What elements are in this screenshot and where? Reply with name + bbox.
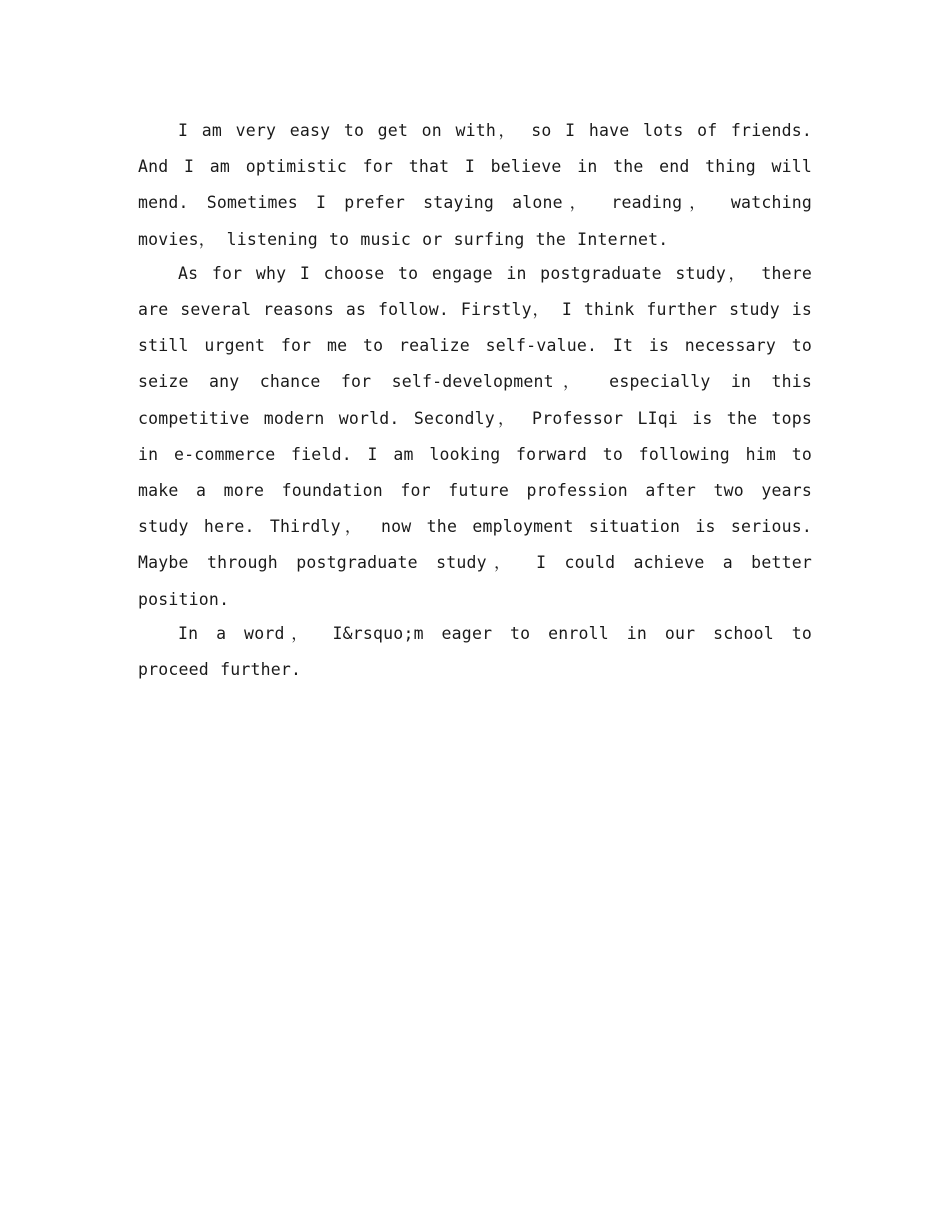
document-body — [138, 113, 812, 688]
paragraph-conclusion: In a word， I&rsquo;m eager to enroll in our school to proceed further. — [138, 623, 812, 680]
paragraph-reasons: As for why I choose to engage in postgraduate study， there are several reasons as follow. Firstly， I think further study is still urgent for me to realize self-value. It is necessary to seize any chance for self-development， especially in this competitive modern world. Secondly， Professor LIqi is the tops in e-commerce field. I am looking forward to following him to make a more foundation for future profession after two years study here. Thirdly， now the employment situation is serious. Maybe through postgraduate study， I could achieve a better position. — [138, 263, 812, 609]
paragraph-personality: I am very easy to get on with， so I have lots of friends. And I am optimistic for that I believe in the end thing will mend. Sometimes I prefer staying alone， reading， watching movies， listening to music or surfing the Internet. — [138, 121, 812, 249]
